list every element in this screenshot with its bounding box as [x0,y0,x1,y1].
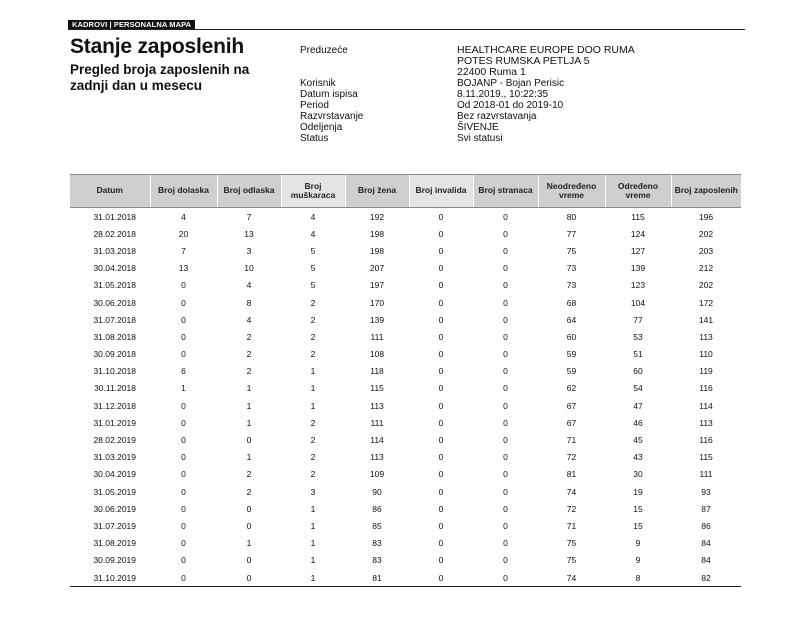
table-row [70,311,741,328]
column-header: Broj muškaraca [281,175,345,208]
value-cell: 0 [438,486,444,497]
period-label: Period [300,100,329,111]
date-cell: 31.01.2019 [93,417,136,428]
value-cell: 77 [633,314,643,325]
value-cell: 86 [701,520,711,531]
value-cell: 115 [370,383,384,394]
value-cell: 59 [566,349,577,360]
value-cell: 75 [566,538,577,549]
value-cell: 0 [438,503,444,514]
value-cell: 2 [310,452,316,463]
value-cell: 8 [605,569,671,587]
value-cell: 116 [699,435,713,446]
value-cell: 62 [566,383,577,394]
date-cell: 30.11.2018 [94,383,136,394]
column-header: Broj stranaca [473,175,538,208]
date-cell: 30.06.2019 [93,503,136,514]
value-cell: 83 [372,538,382,549]
value-cell: 77 [566,228,577,239]
column-header: Broj dolaska [150,175,217,208]
value-cell: 0 [246,503,252,514]
value-cell: 1 [310,383,316,394]
value-cell: 86 [372,503,382,514]
value-cell: 172 [698,297,714,308]
value-cell: 111 [370,331,384,342]
value-cell: 2 [246,366,252,377]
value-cell: 111 [699,469,713,480]
date-cell: 31.07.2019 [93,520,136,531]
column-header: Broj žena [345,175,409,208]
value-cell: 0 [503,297,508,308]
value-cell: 4 [246,280,252,291]
status-label: Status [300,133,329,144]
value-cell: 0 [438,331,444,342]
date-cell: 31.08.2018 [93,331,136,342]
date-cell: 28.02.2019 [93,435,136,446]
value-cell: 0 [181,555,186,566]
value-cell: 64 [566,314,577,325]
value-cell: 116 [699,383,713,394]
value-cell: 113 [699,331,713,342]
value-cell: 0 [503,349,508,360]
value-cell: 202 [698,280,714,291]
value-cell: 2 [310,314,316,325]
date-cell: 30.09.2019 [93,555,136,566]
value-cell: 74 [538,569,605,587]
value-cell: 2 [310,435,316,446]
value-cell: 67 [566,417,577,428]
column-header: Određeno vreme [605,175,671,208]
value-cell: 13 [178,263,189,274]
value-cell: 1 [246,417,252,428]
value-cell: 0 [503,452,508,463]
value-cell: 0 [438,245,444,256]
value-cell: 0 [217,569,281,587]
value-cell: 0 [438,520,444,531]
value-cell: 2 [310,417,316,428]
value-cell: 0 [181,452,186,463]
column-header: Datum [70,175,150,208]
value-cell: 0 [438,555,444,566]
value-cell: 0 [438,280,444,291]
value-cell: 4 [246,314,252,325]
value-cell: 2 [310,331,316,342]
column-header: Broj zaposlenih [671,175,741,208]
value-cell: 74 [566,486,577,497]
value-cell: 0 [246,435,252,446]
value-cell: 113 [370,400,384,411]
table-row [70,535,741,552]
table-row [70,414,741,431]
value-cell: 5 [310,280,316,291]
value-cell: 73 [566,263,577,274]
value-cell: 113 [370,452,384,463]
value-cell: 75 [566,555,577,566]
value-cell: 84 [701,555,711,566]
value-cell: 123 [630,280,646,291]
value-cell: 47 [633,400,643,411]
table-row [70,483,741,500]
value-cell: 87 [701,503,711,514]
razvrstavanje-value: Bez razvrstavanja [457,111,537,122]
date-cell: 31.12.2018 [93,400,136,411]
value-cell: 0 [503,538,508,549]
value-cell: 4 [310,211,316,222]
value-cell: 2 [246,486,252,497]
date-cell: 31.01.2018 [93,211,136,222]
column-header: Broj invalida [409,175,473,208]
table-row [70,449,741,466]
value-cell: 67 [566,400,577,411]
value-cell: 1 [310,503,316,514]
value-cell: 104 [630,297,646,308]
column-header: Neodređeno vreme [538,175,605,208]
value-cell: 139 [369,314,385,325]
table-row [70,363,741,380]
value-cell: 207 [369,263,385,274]
odeljenja-value: ŠIVENJE [457,122,499,133]
value-cell: 19 [633,486,643,497]
table-row [70,517,741,534]
preduzece-label: Preduzeće [300,45,348,56]
page-subtitle: Pregled broja zaposlenih na zadnji dan u mesecu [70,62,250,93]
value-cell: 0 [503,469,508,480]
value-cell: 0 [181,520,186,531]
date-cell: 31.07.2018 [93,314,136,325]
table-row [70,431,741,448]
value-cell: 119 [699,366,713,377]
value-cell: 85 [372,520,382,531]
value-cell: 71 [566,520,577,531]
value-cell: 0 [503,503,508,514]
date-cell: 31.05.2018 [93,280,136,291]
value-cell: 0 [503,555,508,566]
value-cell: 4 [181,211,186,222]
value-cell: 192 [369,211,385,222]
value-cell: 113 [699,417,713,428]
value-cell: 10 [244,263,254,274]
value-cell: 73 [566,280,577,291]
value-cell: 53 [633,331,643,342]
value-cell: 0 [438,469,444,480]
value-cell: 81 [345,569,409,587]
value-cell: 7 [181,245,186,256]
value-cell: 111 [370,417,384,428]
value-cell: 0 [150,569,217,587]
table-header-row [70,175,741,208]
value-cell: 0 [181,349,186,360]
value-cell: 3 [246,245,252,256]
value-cell: 2 [246,331,252,342]
column-header: Broj odlaska [217,175,281,208]
value-cell: 51 [633,349,643,360]
korisnik-value: BOJANP - Bojan Perisic [457,78,565,89]
table-row [70,208,741,226]
value-cell: 2 [310,297,316,308]
value-cell: 0 [181,435,186,446]
preduzece-line1: HEALTHCARE EUROPE DOO RUMA [457,44,635,56]
status-value: Svi statusi [457,133,503,144]
value-cell: 0 [181,297,186,308]
table-row [70,277,741,294]
value-cell: 0 [246,520,252,531]
value-cell: 124 [630,228,646,239]
value-cell: 1 [310,538,316,549]
value-cell: 198 [369,228,385,239]
value-cell: 30 [633,469,643,480]
value-cell: 1 [246,452,252,463]
table-row [70,380,741,397]
value-cell: 115 [699,452,713,463]
table-row [70,500,741,517]
value-cell: 15 [633,520,643,531]
value-cell: 0 [503,263,508,274]
value-cell: 1 [310,520,316,531]
value-cell: 0 [438,297,444,308]
table-row [70,294,741,311]
date-cell: 31.03.2018 [93,245,136,256]
value-cell: 68 [566,297,577,308]
date-cell: 30.06.2018 [93,297,136,308]
value-cell: 0 [181,331,186,342]
value-cell: 43 [633,452,643,463]
value-cell: 4 [310,228,316,239]
value-cell: 2 [310,469,316,480]
value-cell: 0 [438,538,444,549]
value-cell: 83 [372,555,382,566]
value-cell: 0 [181,400,186,411]
table-row [70,242,741,259]
value-cell: 114 [370,435,384,446]
value-cell: 8 [246,297,252,308]
table-row [70,225,741,242]
value-cell: 0 [181,314,186,325]
value-cell: 90 [372,486,382,497]
value-cell: 0 [503,366,508,377]
value-cell: 6 [181,366,186,377]
value-cell: 0 [181,538,186,549]
value-cell: 203 [698,245,714,256]
value-cell: 139 [630,263,646,274]
value-cell: 1 [310,366,316,377]
value-cell: 0 [438,400,444,411]
value-cell: 71 [566,435,577,446]
value-cell: 60 [566,331,577,342]
value-cell: 0 [438,366,444,377]
value-cell: 93 [701,486,711,497]
table-row [70,569,741,587]
value-cell: 72 [566,452,577,463]
value-cell: 1 [246,400,252,411]
value-cell: 13 [244,228,254,239]
value-cell: 0 [503,435,508,446]
datum-label: Datum ispisa [300,89,358,100]
value-cell: 0 [473,569,538,587]
value-cell: 0 [438,417,444,428]
value-cell: 1 [310,555,316,566]
date-cell: 30.09.2018 [93,349,136,360]
value-cell: 59 [566,366,577,377]
value-cell: 0 [438,383,444,394]
date-cell: 31.03.2019 [93,452,136,463]
value-cell: 0 [503,245,508,256]
value-cell: 0 [438,349,444,360]
preduzece-line2: POTES RUMSKA PETLJA 5 [457,55,590,67]
preduzece-line3: 22400 Ruma 1 [457,66,526,78]
value-cell: 118 [370,366,384,377]
value-cell: 141 [698,314,714,325]
date-cell: 28.02.2018 [93,228,136,239]
table-row [70,397,741,414]
value-cell: 1 [246,383,252,394]
value-cell: 0 [503,331,508,342]
value-cell: 114 [699,400,713,411]
value-cell: 20 [178,228,189,239]
value-cell: 1 [181,383,186,394]
value-cell: 0 [438,263,444,274]
value-cell: 1 [281,569,345,587]
value-cell: 0 [181,469,186,480]
value-cell: 0 [503,417,508,428]
module-badge: KADROVI | PERSONALNA MAPA [68,20,195,29]
value-cell: 0 [409,569,473,587]
value-cell: 198 [369,245,385,256]
value-cell: 45 [633,435,643,446]
value-cell: 2 [310,349,316,360]
date-cell: 30.04.2018 [93,263,136,274]
date-cell: 31.10.2018 [93,366,136,377]
value-cell: 170 [369,297,385,308]
value-cell: 0 [438,452,444,463]
header-bar [68,20,745,30]
value-cell: 84 [701,538,711,549]
value-cell: 0 [503,383,508,394]
value-cell: 0 [181,503,186,514]
value-cell: 0 [246,555,252,566]
date-cell: 31.05.2019 [93,486,136,497]
value-cell: 0 [503,400,508,411]
value-cell: 80 [566,211,577,222]
value-cell: 9 [635,538,641,549]
value-cell: 0 [181,280,186,291]
date-cell: 31.10.2019 [70,569,150,587]
value-cell: 0 [438,435,444,446]
value-cell: 1 [246,538,252,549]
value-cell: 0 [503,314,508,325]
date-cell: 30.04.2019 [93,469,136,480]
table-row [70,466,741,483]
value-cell: 1 [310,400,316,411]
datum-value: 8.11.2019., 10:22:35 [457,89,549,100]
value-cell: 82 [671,569,741,587]
value-cell: 109 [369,469,385,480]
value-cell: 196 [698,211,714,222]
value-cell: 212 [698,263,714,274]
value-cell: 0 [438,228,444,239]
value-cell: 0 [503,486,508,497]
korisnik-label: Korisnik [300,78,336,89]
value-cell: 75 [566,245,577,256]
employee-table [70,174,741,587]
value-cell: 0 [181,417,186,428]
value-cell: 72 [566,503,577,514]
value-cell: 5 [310,245,316,256]
table-row [70,260,741,277]
table-row [70,552,741,569]
page-title: Stanje zaposlenih [70,35,244,58]
value-cell: 115 [631,211,645,222]
value-cell: 7 [246,211,252,222]
value-cell: 0 [503,228,508,239]
table-row [70,346,741,363]
value-cell: 110 [699,349,713,360]
value-cell: 0 [181,486,186,497]
value-cell: 9 [635,555,641,566]
value-cell: 0 [438,211,444,222]
value-cell: 15 [633,503,643,514]
value-cell: 46 [633,417,643,428]
value-cell: 0 [503,280,508,291]
value-cell: 5 [310,263,316,274]
odeljenja-label: Odeljenja [300,122,343,133]
value-cell: 54 [633,383,643,394]
value-cell: 108 [369,349,385,360]
value-cell: 81 [566,469,577,480]
period-value: Od 2018-01 do 2019-10 [457,100,564,111]
value-cell: 0 [503,520,508,531]
value-cell: 2 [246,349,252,360]
razvrstavanje-label: Razvrstavanje [300,111,364,122]
value-cell: 202 [698,228,714,239]
date-cell: 31.08.2019 [93,538,136,549]
table-row [70,328,741,345]
value-cell: 2 [246,469,252,480]
value-cell: 0 [503,211,508,222]
value-cell: 60 [633,366,643,377]
value-cell: 127 [630,245,646,256]
value-cell: 0 [438,314,444,325]
value-cell: 197 [369,280,385,291]
value-cell: 3 [310,486,316,497]
